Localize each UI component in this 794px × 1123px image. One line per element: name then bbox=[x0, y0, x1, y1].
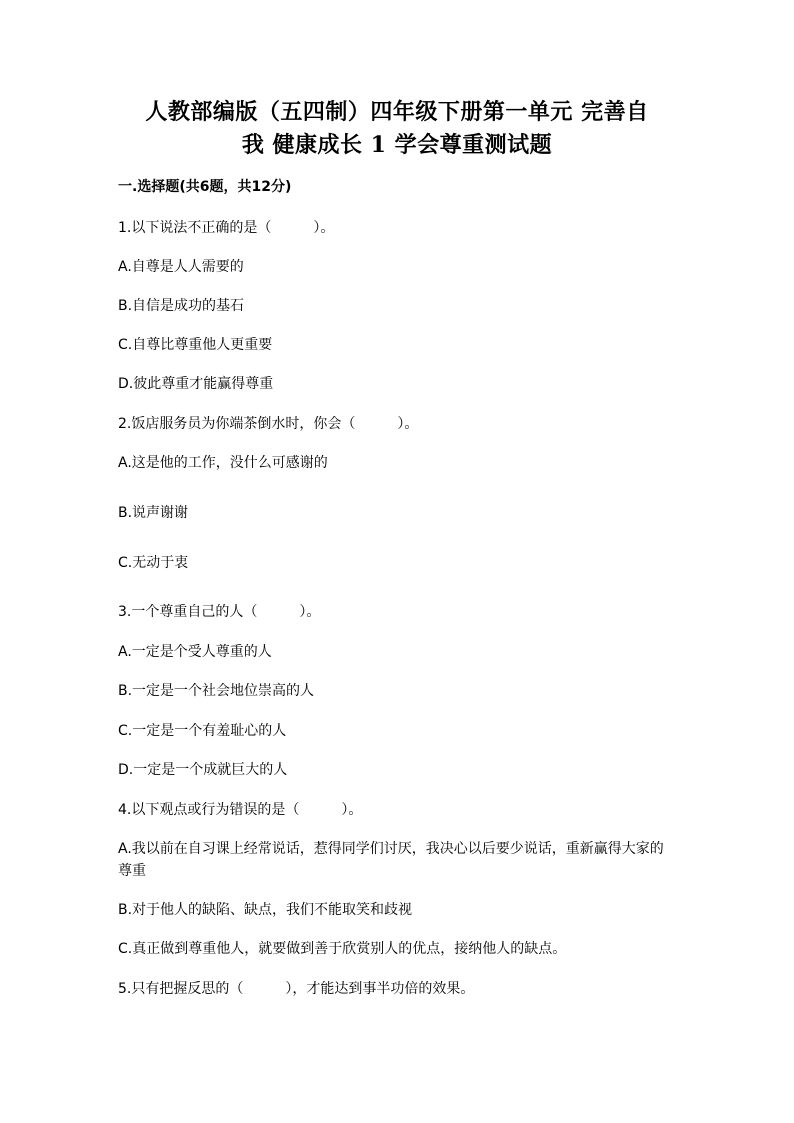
question-1-option-a: A.自尊是人人需要的 bbox=[118, 259, 244, 275]
question-3-option-d: D.一定是一个成就巨大的人 bbox=[118, 762, 288, 778]
question-1-stem: 1.以下说法不正确的是（ ）。 bbox=[118, 220, 335, 236]
question-2-stem: 2.饭店服务员为你端茶倒水时，你会（ ）。 bbox=[118, 416, 419, 432]
question-2-option-b: B.说声谢谢 bbox=[118, 505, 189, 521]
question-4-stem: 4.以下观点或行为错误的是（ ）。 bbox=[118, 802, 363, 818]
section-heading: 一.选择题(共6题，共12分) bbox=[118, 179, 292, 195]
question-1-option-b: B.自信是成功的基石 bbox=[118, 298, 245, 314]
question-4-option-c: C.真正做到尊重他人，就要做到善于欣赏别人的优点，接纳他人的缺点。 bbox=[118, 941, 567, 957]
question-4-option-b: B.对于他人的缺陷、缺点，我们不能取笑和歧视 bbox=[118, 902, 413, 918]
question-1-option-d: D.彼此尊重才能赢得尊重 bbox=[118, 376, 274, 392]
question-3-stem: 3.一个尊重自己的人（ ）。 bbox=[118, 604, 321, 620]
question-3-option-c: C.一定是一个有羞耻心的人 bbox=[118, 723, 287, 739]
question-5-stem: 5.只有把握反思的（ ），才能达到事半功倍的效果。 bbox=[118, 981, 475, 997]
question-2-option-a: A.这是他的工作，没什么可感谢的 bbox=[118, 455, 328, 471]
question-3-option-b: B.一定是一个社会地位崇高的人 bbox=[118, 683, 315, 699]
document-title-line-1: 人教部编版（五四制）四年级下册第一单元 完善自 bbox=[145, 99, 649, 125]
question-1-option-c: C.自尊比尊重他人更重要 bbox=[118, 337, 273, 353]
document-title-line-2: 我 健康成长 1 学会尊重测试题 bbox=[241, 132, 553, 158]
question-3-option-a: A.一定是个受人尊重的人 bbox=[118, 644, 272, 660]
question-2-option-c: C.无动于衷 bbox=[118, 555, 189, 571]
question-4-option-a: A.我以前在自习课上经常说话，惹得同学们讨厌，我决心以后要少说话，重新赢得大家的尊重 bbox=[118, 841, 664, 879]
